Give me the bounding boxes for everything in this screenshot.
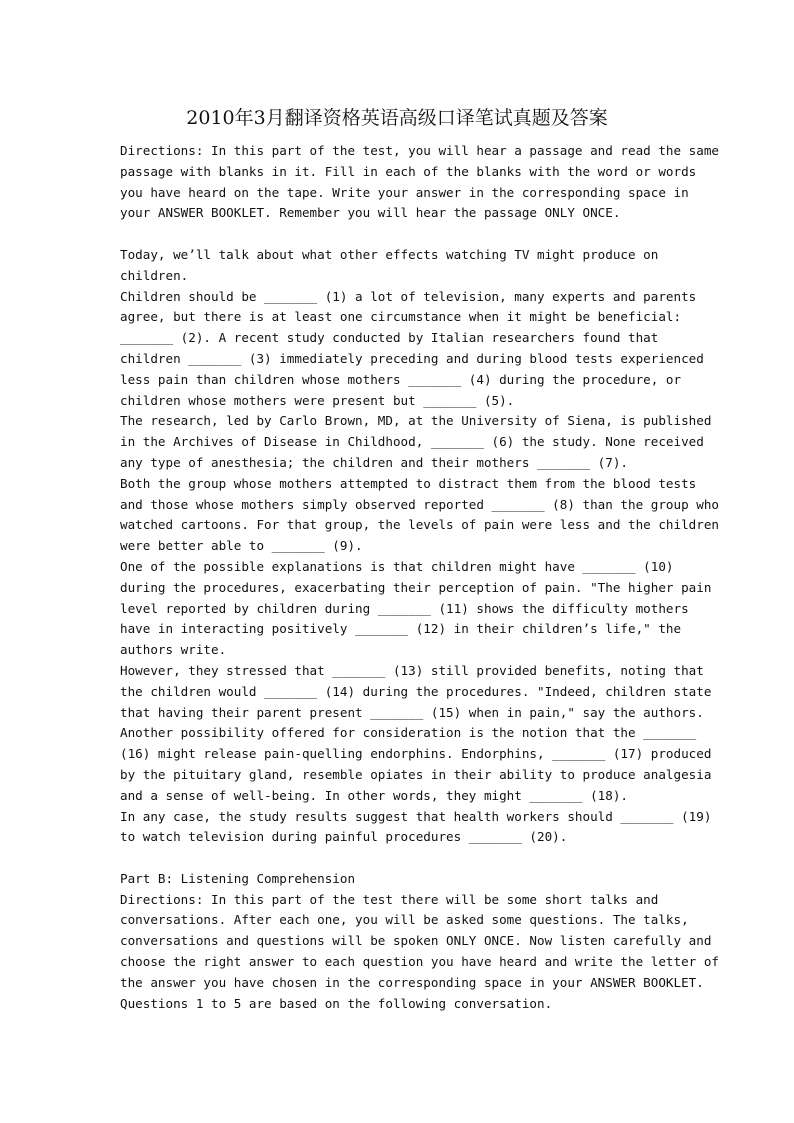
- text-line: were better able to _______ (9).: [120, 538, 363, 554]
- text-line: to watch television during painful procedures _______ (20).: [120, 829, 568, 845]
- text-line: you have heard on the tape. Write your answer in the corresponding space in: [120, 184, 689, 200]
- text-line: children _______ (3) immediately preceding and during blood tests experienced: [120, 350, 704, 366]
- text-line: the answer you have chosen in the corresponding space in your ANSWER BOOKLET.: [120, 974, 704, 990]
- text-line: Today, we’ll talk about what other effects watching TV might produce on: [120, 246, 659, 262]
- text-line: Questions 1 to 5 are based on the following conversation.: [120, 995, 553, 1011]
- text-line: your ANSWER BOOKLET. Remember you will hear the passage ONLY ONCE.: [120, 205, 621, 221]
- text-line: the children would _______ (14) during the procedures. "Indeed, children state: [120, 683, 712, 699]
- document-title: 2010年3月翻译资格英语高级口译笔试真题及答案: [186, 107, 608, 129]
- document-body: [120, 141, 719, 1014]
- text-line: conversations. After each one, you will be asked some questions. The talks,: [120, 912, 689, 928]
- text-line: that having their parent present _______ (15) when in pain," say the authors.: [120, 704, 704, 720]
- text-line: agree, but there is at least one circumstance when it might be beneficial:: [120, 309, 682, 325]
- text-line: [120, 848, 700, 869]
- text-line: Children should be _______ (1) a lot of television, many experts and parents: [120, 288, 697, 304]
- text-line: by the pituitary gland, resemble opiates in their ability to produce analgesia: [120, 766, 712, 782]
- text-line: _______ (2). A recent study conducted by Italian researchers found that: [120, 330, 659, 346]
- text-line: during the procedures, exacerbating their perception of pain. "The higher pain: [120, 579, 712, 595]
- text-line: children.: [120, 267, 189, 283]
- text-line: level reported by children during _______ (11) shows the difficulty mothers: [120, 600, 689, 616]
- text-line: children whose mothers were present but _______ (5).: [120, 392, 515, 408]
- text-line: and those whose mothers simply observed reported _______ (8) than the group who: [120, 496, 719, 512]
- text-line: less pain than children whose mothers _______ (4) during the procedure, or: [120, 371, 682, 387]
- text-line: [120, 224, 700, 245]
- text-line: Part B: Listening Comprehension: [120, 870, 356, 886]
- text-line: in the Archives of Disease in Childhood, _______ (6) the study. None received: [120, 434, 704, 450]
- text-line: authors write.: [120, 642, 227, 658]
- text-line: any type of anesthesia; the children and their mothers _______ (7).: [120, 454, 628, 470]
- text-line: have in interacting positively _______ (12) in their children’s life," the: [120, 621, 682, 637]
- text-line: conversations and questions will be spoken ONLY ONCE. Now listen carefully and: [120, 933, 712, 949]
- text-line: Directions: In this part of the test, you will hear a passage and read the same: [120, 143, 719, 158]
- text-line: (16) might release pain-quelling endorphins. Endorphins, _______ (17) produced: [120, 746, 712, 762]
- text-line: The research, led by Carlo Brown, MD, at the University of Siena, is published: [120, 413, 712, 429]
- text-line: Directions: In this part of the test there will be some short talks and: [120, 891, 659, 907]
- text-line: However, they stressed that _______ (13) still provided benefits, noting that: [120, 662, 704, 678]
- text-line: passage with blanks in it. Fill in each of the blanks with the word or words: [120, 163, 697, 179]
- text-line: choose the right answer to each question you have heard and write the letter of: [120, 954, 719, 970]
- text-line: In any case, the study results suggest that health workers should _______ (19): [120, 808, 712, 824]
- text-line: Both the group whose mothers attempted to distract them from the blood tests: [120, 475, 697, 491]
- text-line: Another possibility offered for consideration is the notion that the _______: [120, 725, 697, 741]
- text-line: One of the possible explanations is that children might have _______ (10): [120, 558, 674, 574]
- text-line: and a sense of well-being. In other words, they might _______ (18).: [120, 787, 628, 803]
- text-line: watched cartoons. For that group, the levels of pain were less and the children: [120, 517, 719, 533]
